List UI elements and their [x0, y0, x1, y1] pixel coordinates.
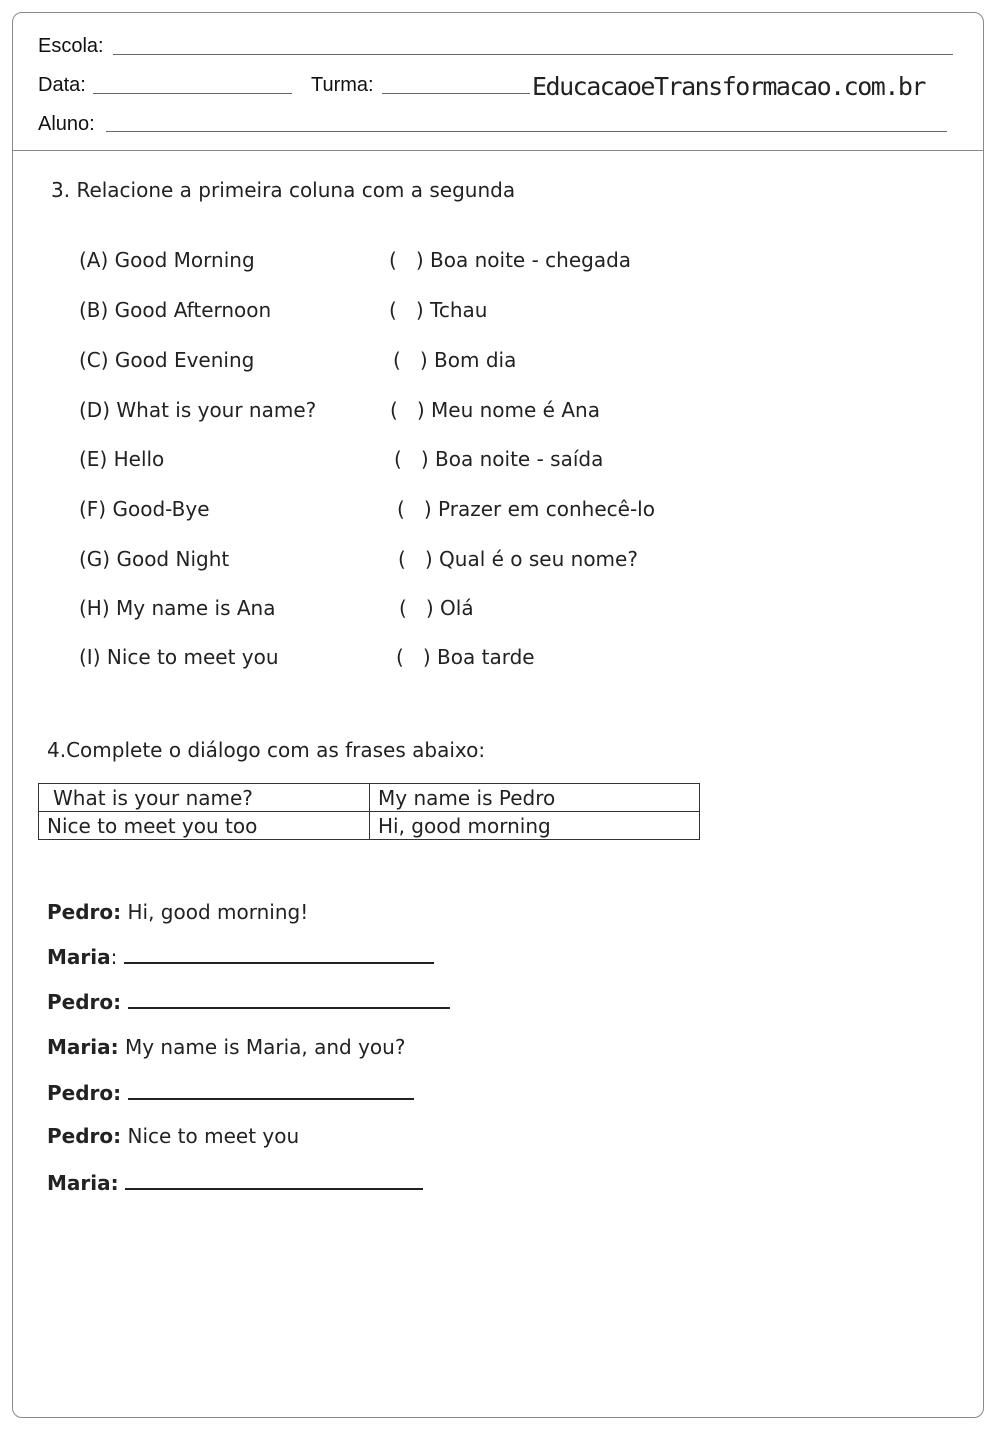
question-4-title: 4.Complete o diálogo com as frases abaixo: — [47, 738, 486, 762]
dialogue-text: My name is Maria, and you? — [118, 1035, 406, 1059]
class-label: Turma: — [311, 74, 374, 96]
class-field[interactable] — [382, 93, 530, 94]
match-right-item[interactable]: ( ) Boa tarde — [396, 645, 535, 669]
header-divider — [12, 150, 984, 151]
table-cell: What is your name? — [39, 784, 370, 812]
match-left-item: (B) Good Afternoon — [79, 298, 272, 322]
speaker: Pedro: — [47, 1081, 122, 1105]
match-right-item[interactable]: ( ) Prazer em conhecê-lo — [397, 497, 655, 521]
table-cell: My name is Pedro — [370, 784, 700, 812]
speaker: Pedro: — [47, 1124, 122, 1148]
match-left-item: (E) Hello — [79, 447, 165, 471]
match-left-item: (G) Good Night — [79, 547, 230, 571]
match-right-item[interactable]: ( ) Tchau — [389, 298, 488, 322]
dialogue-line — [47, 1080, 414, 1105]
match-right-item[interactable]: ( ) Olá — [399, 596, 474, 620]
dialogue-line — [47, 1124, 299, 1148]
answer-blank[interactable] — [128, 1080, 414, 1100]
match-left-item: (C) Good Evening — [79, 348, 255, 372]
answer-blank[interactable] — [124, 944, 434, 964]
table-cell: Hi, good morning — [370, 812, 700, 840]
school-label: Escola: — [38, 35, 104, 57]
speaker: Pedro: — [47, 990, 122, 1014]
dialogue-line — [47, 944, 434, 969]
match-right-item[interactable]: ( ) Qual é o seu nome? — [398, 547, 638, 571]
table-row — [39, 812, 700, 840]
dialogue-line — [47, 900, 308, 924]
match-left-item: (H) My name is Ana — [79, 596, 276, 620]
date-label: Data: — [38, 74, 86, 96]
table-cell: Nice to meet you too — [39, 812, 370, 840]
answer-blank[interactable] — [125, 1170, 423, 1190]
dialogue-line — [47, 1170, 423, 1195]
brand-watermark: EducacaoeTransformacao.com.br — [532, 72, 925, 101]
match-right-item[interactable]: ( ) Bom dia — [393, 348, 517, 372]
match-left-item: (I) Nice to meet you — [79, 645, 279, 669]
date-field[interactable] — [93, 93, 292, 94]
dialogue-text: : — [110, 945, 124, 969]
phrase-table — [38, 783, 700, 840]
dialogue-line — [47, 1035, 405, 1059]
speaker: Pedro: — [47, 900, 122, 924]
speaker: Maria: — [47, 1171, 119, 1195]
dialogue-line — [47, 989, 450, 1014]
dialogue-text: Nice to meet you — [121, 1124, 300, 1148]
match-right-item[interactable]: ( ) Boa noite - chegada — [389, 248, 632, 272]
student-label: Aluno: — [38, 113, 95, 135]
worksheet-border — [12, 12, 984, 1418]
match-left-item: (A) Good Morning — [79, 248, 255, 272]
speaker: Maria — [47, 945, 111, 969]
student-field[interactable] — [106, 131, 947, 132]
answer-blank[interactable] — [128, 989, 450, 1009]
match-right-item[interactable]: ( ) Meu nome é Ana — [390, 398, 600, 422]
match-right-item[interactable]: ( ) Boa noite - saída — [394, 447, 604, 471]
match-left-item: (F) Good-Bye — [79, 497, 210, 521]
school-field[interactable] — [113, 54, 953, 55]
table-row — [39, 784, 700, 812]
dialogue-text: Hi, good morning! — [121, 900, 309, 924]
question-3-title: 3. Relacione a primeira coluna com a segunda — [51, 178, 516, 202]
match-left-item: (D) What is your name? — [79, 398, 317, 422]
speaker: Maria: — [47, 1035, 119, 1059]
